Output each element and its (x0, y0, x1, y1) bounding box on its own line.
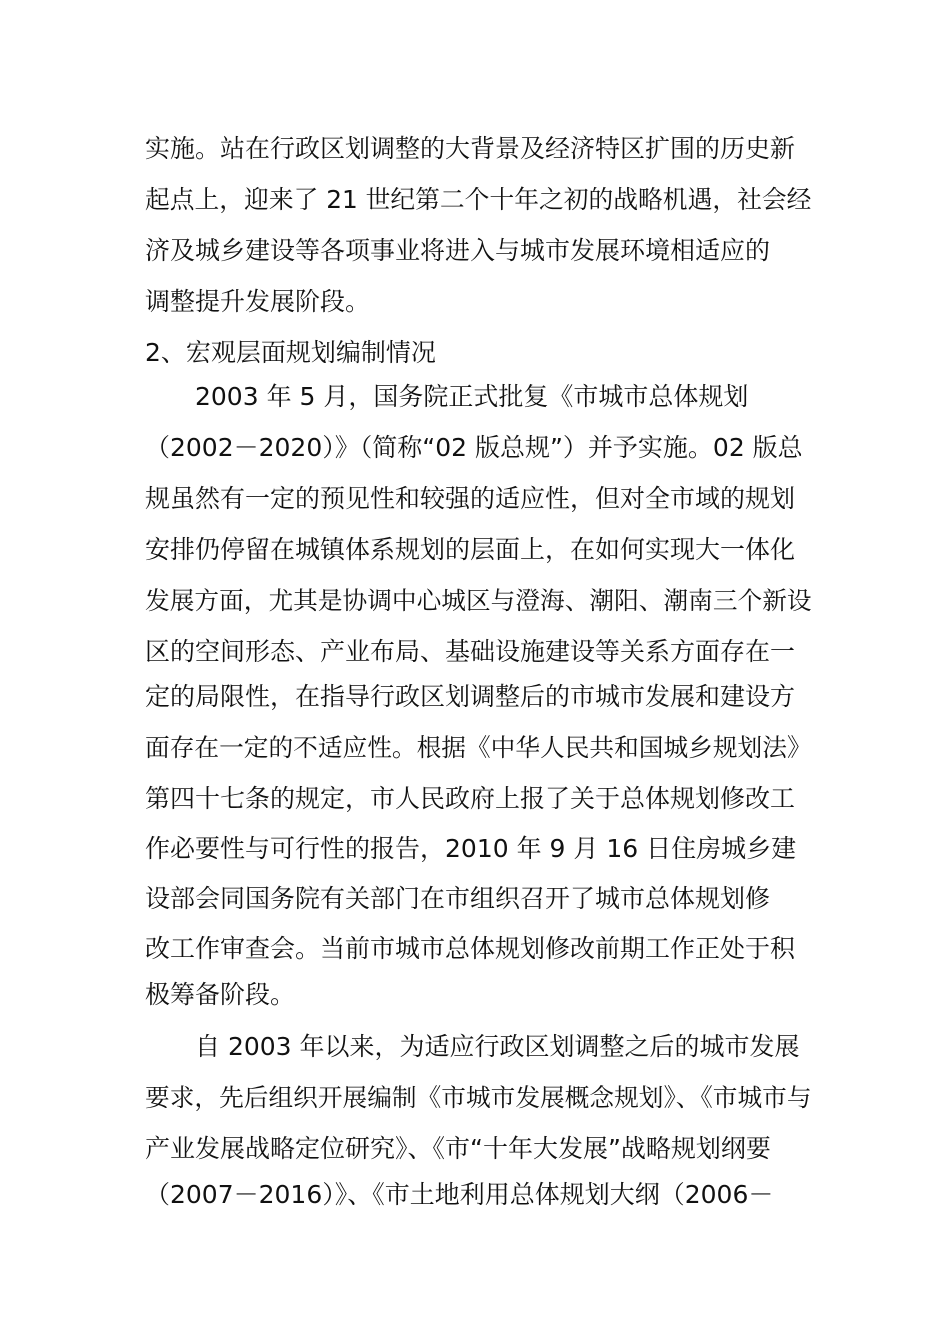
text-line: （2007－2016）》、《市土地利用总体规划大纲（2006－ (145, 1180, 774, 1209)
text-line: 调整提升发展阶段。 (145, 287, 371, 316)
text-line: 实施。站在行政区划调整的大背景及经济特区扩围的历史新 (145, 134, 796, 163)
text-line: 要求，先后组织开展编制《市城市发展概念规划》、《市城市与 (145, 1083, 812, 1112)
text-line: 规虽然有一定的预见性和较强的适应性，但对全市域的规划 (145, 484, 796, 513)
text-line: 起点上，迎来了 21 世纪第二个十年之初的战略机遇，社会经 (145, 185, 812, 214)
section-heading: 2、宏观层面规划编制情况 (145, 338, 436, 367)
text-line: 2003 年 5 月，国务院正式批复《市城市总体规划 (145, 382, 749, 411)
text-line: 产业发展战略定位研究》、《市“十年大发展”战略规划纲要 (145, 1134, 771, 1163)
text-line: 作必要性与可行性的报告，2010 年 9 月 16 日住房城乡建 (145, 834, 797, 863)
text-line: 定的局限性，在指导行政区划调整后的市城市发展和建设方 (145, 682, 796, 711)
text-line: 济及城乡建设等各项事业将进入与城市发展环境相适应的 (145, 236, 771, 265)
text-line: 第四十七条的规定，市人民政府上报了关于总体规划修改工 (145, 784, 796, 813)
text-line: 自 2003 年以来，为适应行政区划调整之后的城市发展 (145, 1032, 800, 1061)
text-line: 改工作审查会。当前市城市总体规划修改前期工作正处于积 (145, 934, 796, 963)
text-line: 设部会同国务院有关部门在市组织召开了城市总体规划修 (145, 884, 771, 913)
text-line: 极筹备阶段。 (145, 980, 296, 1009)
text-line: （2002－2020）》（简称“02 版总规”）并予实施。02 版总 (145, 433, 803, 462)
text-line: 区的空间形态、产业布局、基础设施建设等关系方面存在一 (145, 637, 796, 666)
text-line: 发展方面，尤其是协调中心城区与澄海、潮阳、潮南三个新设 (145, 586, 812, 615)
text-line: 面存在一定的不适应性。根据《中华人民共和国城乡规划法》 (145, 733, 812, 762)
text-line: 安排仍停留在城镇体系规划的层面上，在如何实现大一体化 (145, 535, 796, 564)
